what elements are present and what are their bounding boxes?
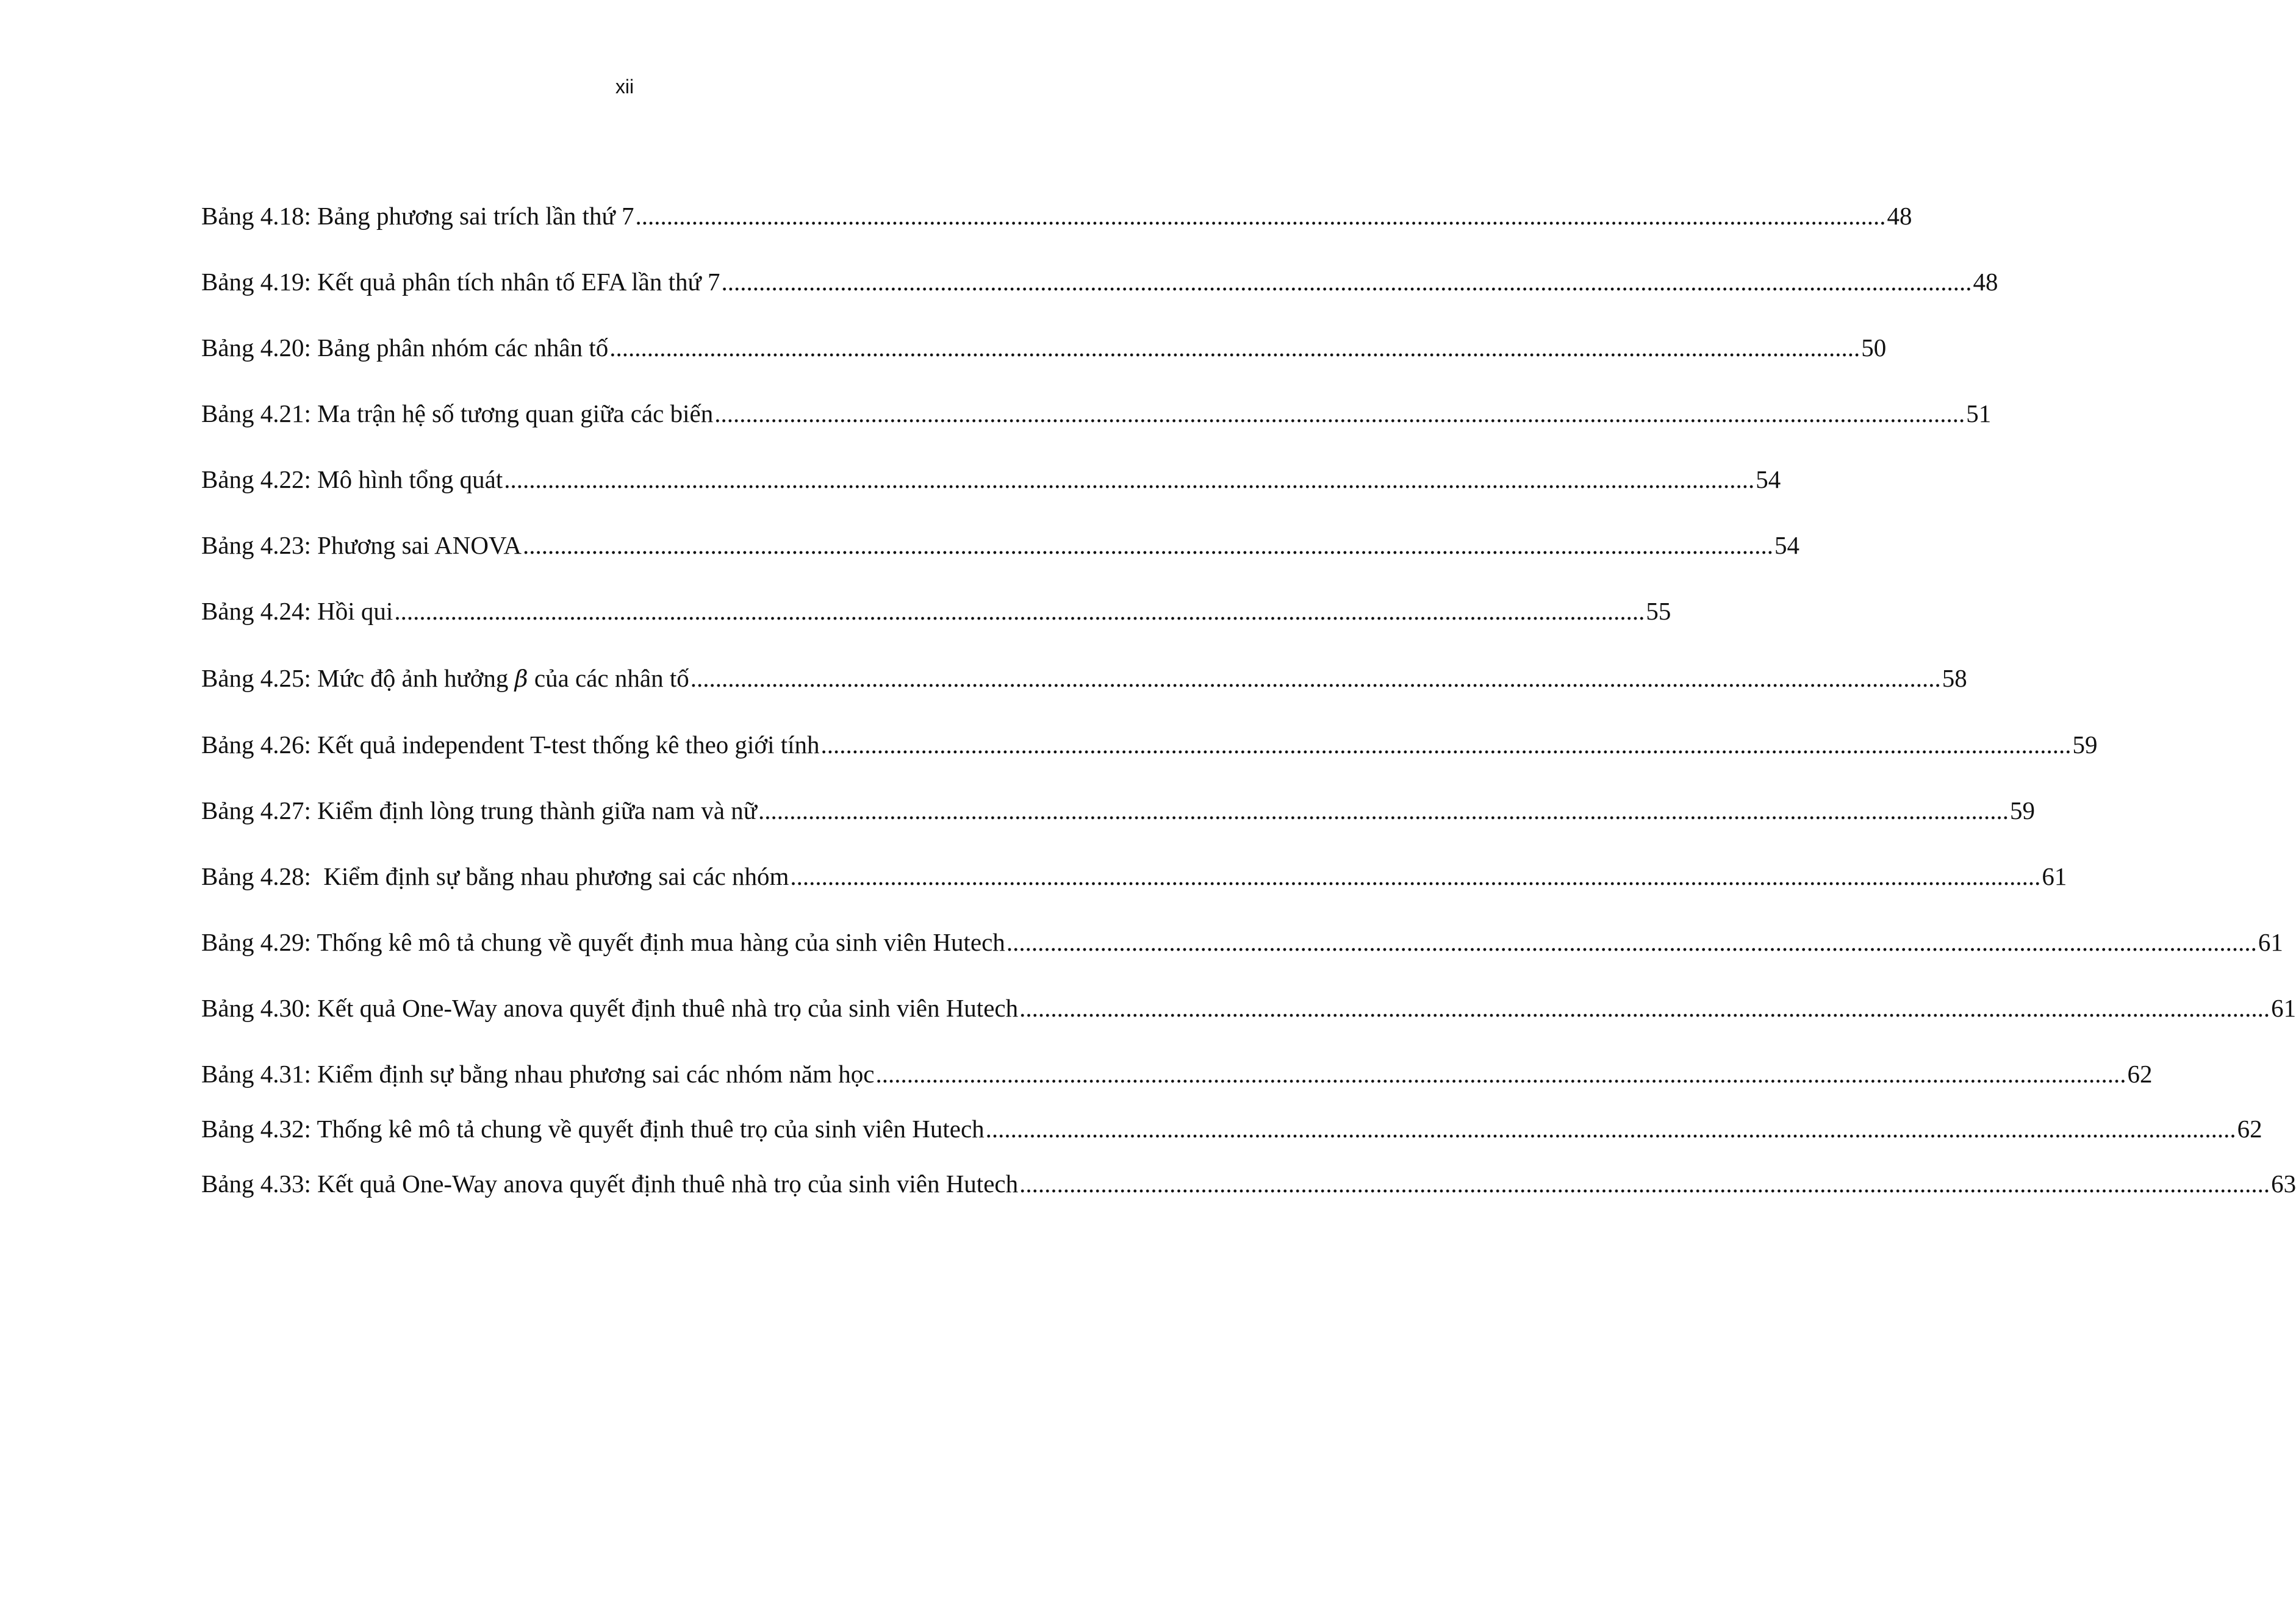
toc-entry-page: 61 xyxy=(2258,928,2283,956)
toc-entry-4-25[interactable] xyxy=(201,661,1967,695)
toc-dot-leader: ........................................................................................................................................................................................................ xyxy=(394,597,1645,625)
toc-entry-page: 59 xyxy=(2072,731,2098,759)
toc-dot-leader: ........................................................................................................................................................................................................ xyxy=(635,202,1886,230)
toc-dot-leader: ........................................................................................................................................................................................................ xyxy=(522,531,1773,559)
toc-entry-4-30[interactable] xyxy=(201,991,2296,1025)
toc-entry-page: 48 xyxy=(1887,202,1912,230)
toc-entry-page: 59 xyxy=(2010,796,2036,824)
toc-entry-label: Bảng 4.27: Kiểm định lòng trung thành giữa nam và nữ xyxy=(201,796,758,824)
toc-entry-4-24[interactable] xyxy=(201,594,1671,628)
toc-entry-page: 50 xyxy=(1861,334,1887,362)
toc-entry-page: 61 xyxy=(2042,862,2067,890)
toc-entry-4-32[interactable] xyxy=(201,1112,2262,1146)
toc-entry-label: Bảng 4.24: Hồi qui xyxy=(201,597,393,625)
toc-dot-leader: ........................................................................................................................................................................................................ xyxy=(721,268,1972,296)
toc-entry-4-29[interactable] xyxy=(201,925,2283,959)
toc-entry-page: 54 xyxy=(1756,465,1781,493)
toc-entry-page: 63 xyxy=(2271,1170,2296,1198)
toc-entry-label: Bảng 4.23: Phương sai ANOVA xyxy=(201,531,522,559)
toc-entry-4-31[interactable] xyxy=(201,1057,2153,1091)
toc-entry-label: Bảng 4.21: Ma trận hệ số tương quan giữa các biến xyxy=(201,399,714,427)
toc-entry-4-22[interactable] xyxy=(201,462,1781,496)
toc-dot-leader: ........................................................................................................................................................................................................ xyxy=(690,664,1941,692)
page-number: xii xyxy=(615,76,634,98)
toc-entry-label-after: của các nhân tố xyxy=(528,664,689,692)
toc-entry-label-before: Bảng 4.25: Mức độ ảnh hưởng xyxy=(201,664,515,692)
toc-dot-leader: ........................................................................................................................................................................................................ xyxy=(1006,928,2257,956)
toc-dot-leader: ........................................................................................................................................................................................................ xyxy=(985,1115,2236,1143)
toc-dot-leader: ........................................................................................................................................................................................................ xyxy=(1019,1170,2270,1198)
toc-entry-label: Bảng 4.19: Kết quả phân tích nhân tố EFA lần thứ 7 xyxy=(201,268,720,296)
toc-entry-4-26[interactable] xyxy=(201,728,2098,762)
toc-entry-4-33[interactable] xyxy=(201,1167,2296,1201)
toc-dot-leader: ........................................................................................................................................................................................................ xyxy=(758,796,2009,824)
toc-entry-page: 62 xyxy=(2127,1060,2153,1088)
toc-dot-leader: ........................................................................................................................................................................................................ xyxy=(820,731,2072,759)
toc-entry-label: Bảng 4.32: Thống kê mô tả chung về quyết định thuê trọ của sinh viên Hutech xyxy=(201,1115,985,1143)
toc-entry-page: 54 xyxy=(1774,531,1799,559)
toc-dot-leader: ........................................................................................................................................................................................................ xyxy=(504,465,1755,493)
toc-dot-leader: ........................................................................................................................................................................................................ xyxy=(1019,994,2270,1022)
toc-entry-label: Bảng 4.30: Kết quả One-Way anova quyết định thuê nhà trọ của sinh viên Hutech xyxy=(201,994,1019,1022)
toc-dot-leader: ........................................................................................................................................................................................................ xyxy=(609,334,1860,362)
toc-entry-4-28[interactable] xyxy=(201,859,2067,893)
toc-entry-label: Bảng 4.26: Kết quả independent T-test thống kê theo giới tính xyxy=(201,731,820,759)
toc-entry-4-23[interactable] xyxy=(201,528,1799,562)
toc-entry-label: Bảng 4.31: Kiểm định sự bằng nhau phương sai các nhóm năm học xyxy=(201,1060,875,1088)
toc-entry-label: Bảng 4.18: Bảng phương sai trích lần thứ 7 xyxy=(201,202,634,230)
toc-entry-4-20[interactable] xyxy=(201,331,1887,365)
toc-entry-label xyxy=(201,661,689,696)
toc-entry-page: 58 xyxy=(1942,664,1967,692)
toc-entry-page: 48 xyxy=(1973,268,1998,296)
toc-entry-page: 51 xyxy=(1966,399,1992,427)
toc-entry-4-18[interactable] xyxy=(201,199,1912,233)
toc-entry-page: 62 xyxy=(2237,1115,2262,1143)
toc-dot-leader: ........................................................................................................................................................................................................ xyxy=(790,862,2041,890)
toc-dot-leader: ........................................................................................................................................................................................................ xyxy=(875,1060,2126,1088)
toc-entry-4-19[interactable] xyxy=(201,265,1998,299)
toc-entry-label: Bảng 4.33: Kết quả One-Way anova quyết định thuê nhà trọ của sinh viên Hutech xyxy=(201,1170,1019,1198)
toc-entry-label: Bảng 4.28: Kiểm định sự bằng nhau phương sai các nhóm xyxy=(201,862,789,890)
toc-entry-4-21[interactable] xyxy=(201,396,1992,431)
toc-entry-label: Bảng 4.22: Mô hình tổng quát xyxy=(201,465,503,493)
beta-symbol: β xyxy=(514,665,528,692)
toc-entry-page: 61 xyxy=(2271,994,2296,1022)
toc-entry-label: Bảng 4.20: Bảng phân nhóm các nhân tố xyxy=(201,334,609,362)
toc-dot-leader: ........................................................................................................................................................................................................ xyxy=(714,399,1965,427)
toc-entry-4-27[interactable] xyxy=(201,793,2036,828)
toc-entry-label: Bảng 4.29: Thống kê mô tả chung về quyết định mua hàng của sinh viên Hutech xyxy=(201,928,1005,956)
toc-entry-page: 55 xyxy=(1646,597,1671,625)
